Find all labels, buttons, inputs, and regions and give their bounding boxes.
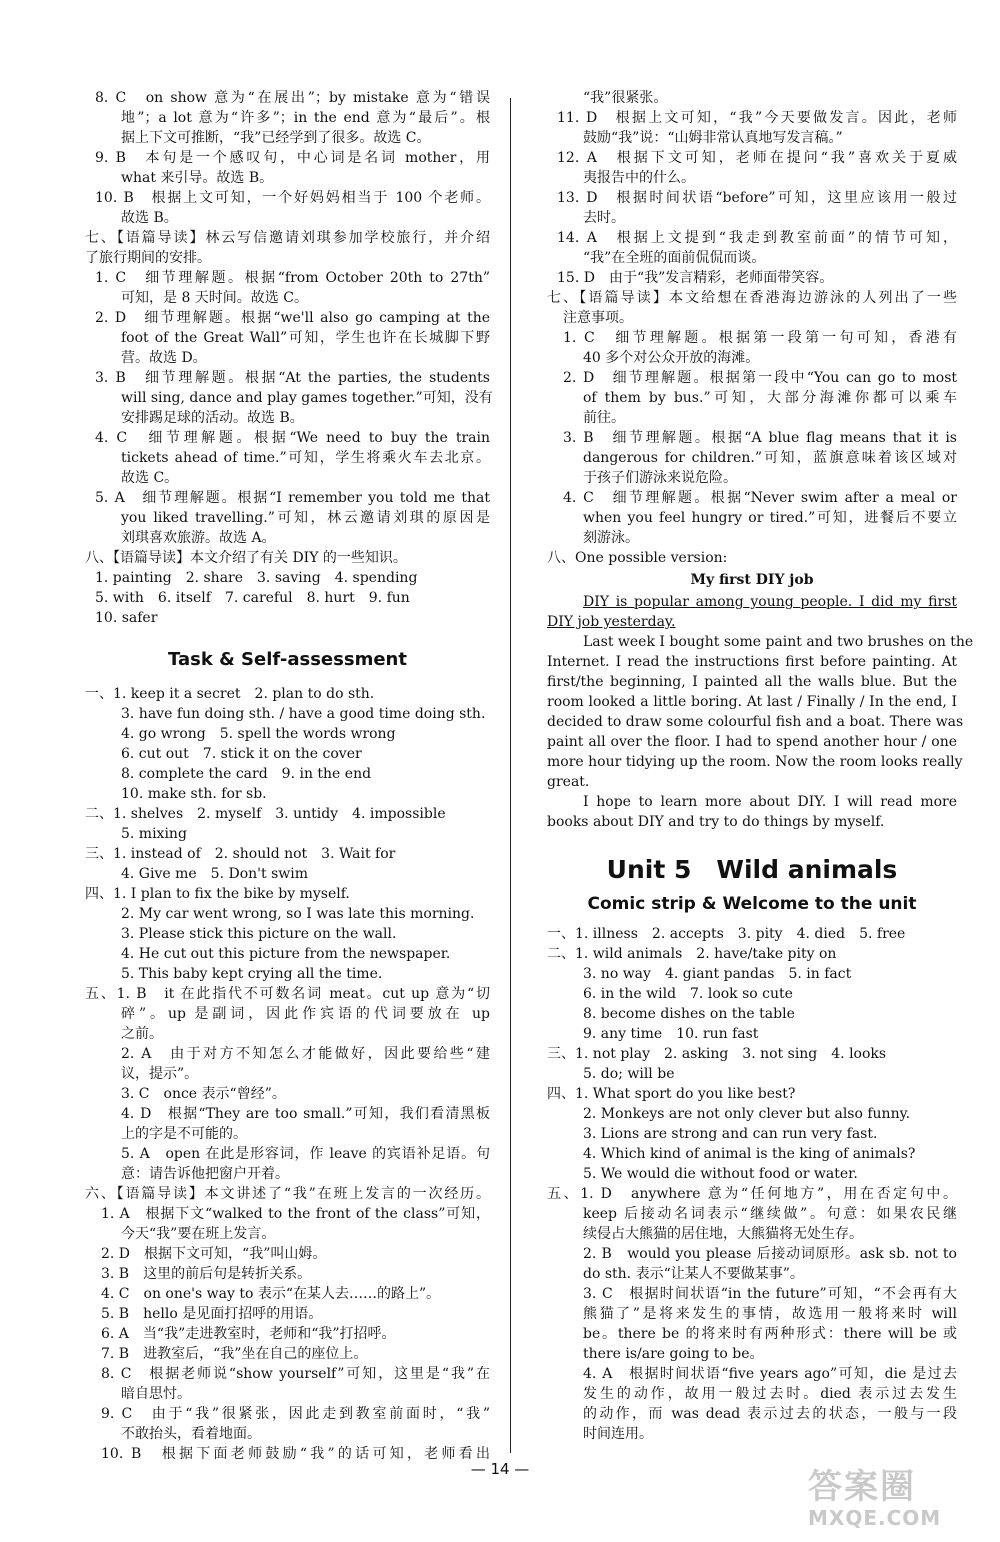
text-line: 五、1. D anywhere 意为“任何地方”，用在否定句中。 [547, 1186, 957, 1202]
text-line: 刘琪喜欢旅游。故选 A。 [121, 530, 276, 546]
text-line: 12. A 根据下文可知，老师在提问“我”喜欢关于夏威 [557, 150, 957, 166]
text-line: 2. D 根据下文可知，“我”叫山姆。 [101, 1246, 327, 1262]
text-line: paint all over the floor. I had to spend another hour / one [547, 734, 957, 750]
text-line: 4. C on one's way to 表示“在某人去……的路上”。 [101, 1286, 441, 1302]
text-line: 1. painting 2. share 3. saving 4. spending [95, 570, 418, 586]
text-line: 2. My car went wrong, so I was late this morning. [121, 906, 475, 922]
text-line: 3. B 细节理解题。根据“At the parties, the students [95, 370, 490, 386]
text-line: 不敢抬头，看着地面。 [121, 1426, 261, 1442]
text-line: 4. go wrong 5. spell the words wrong [121, 726, 396, 742]
text-line: 10. safer [95, 610, 158, 626]
text-line: 鼓励“我”说：“山姆非常认真地写发言稿。” [583, 130, 843, 146]
text-line: 一、1. keep it a secret 2. plan to do sth. [85, 686, 375, 702]
section-heading: Unit 5 Wild animals [606, 855, 898, 884]
text-line: 10. B 根据上文可知，一个好妈妈相当于 100 个老师。 [95, 190, 490, 206]
text-line: 故选 C。 [121, 470, 179, 486]
text-line: what 来引导。故选 B。 [121, 170, 274, 186]
text-line: 的动作，而 was dead 表示过去的状态，一般与一段 [583, 1406, 957, 1422]
text-line: keep 后接动名词表示“继续做”。句意：如果农民继 [583, 1206, 957, 1222]
text-line: 5. do; will be [583, 1066, 675, 1082]
text-line: 熊猫了”是将来发生的事情，故选用一般将来时 will [583, 1306, 957, 1322]
text-line: 八、【语篇导读】本文介绍了有关 DIY 的一些知识。 [85, 550, 407, 566]
text-line: 40 多个对公众开放的海滩。 [583, 350, 760, 366]
text-line: 13. D 根据时间状语“before”可知，这里应该用一般过 [557, 190, 957, 206]
text-line: 七、【语篇导读】本文给想在香港海边游泳的人列出了一些 [547, 290, 957, 306]
text-line: 2. B would you please 后接动词原形。ask sb. not to [583, 1246, 957, 1262]
text-line: 4. Give me 5. Don't swim [121, 866, 308, 882]
text-line: more hour tidying up the room. Now the room looks really [547, 754, 963, 770]
text-line: 安排踢足球的活动。故选 B。 [121, 410, 304, 426]
text-line: 之前。 [121, 1026, 163, 1042]
text-line: 5. A 细节理解题。根据“I remember you told me that [95, 490, 490, 506]
section-heading: Comic strip & Welcome to the unit [587, 894, 917, 914]
text-line: you liked travelling.”可知，林云邀请刘琪的原因是 [121, 510, 490, 526]
text-line: 一、1. illness 2. accepts 3. pity 4. died 5. free [547, 926, 906, 942]
text-line: 6. A 当“我”走进教室时，老师和“我”打招呼。 [101, 1326, 396, 1342]
text-line: 8. become dishes on the table [583, 1006, 795, 1022]
text-line: 3. B 细节理解题。根据“A blue flag means that it is [563, 430, 957, 446]
text-line: 1. C 细节理解题。根据第一段第一句可知，香港有 [563, 330, 957, 346]
text-line: 11. D 根据上文可知，“我”今天要做发言。因此，老师 [557, 110, 957, 126]
text-line: “我”很紧张。 [583, 90, 668, 106]
text-line: DIY is popular among young people. I did my first [583, 594, 957, 610]
text-line: foot of the Great Wall”可知，学生也许在长城脚下野 [121, 330, 490, 346]
text-line: 4. Which kind of animal is the king of animals? [583, 1146, 916, 1162]
text-line: 4. D 根据“They are too small.”可知，我们看清黑板 [121, 1106, 490, 1122]
text-line: 3. Lions are strong and can run very fast. [583, 1126, 878, 1142]
text-line: 1. A 根据下文“walked to the front of the class”可知， [101, 1206, 490, 1222]
text-line: 去时。 [583, 210, 625, 226]
text-line: 9. any time 10. run fast [583, 1026, 759, 1042]
text-line: 7. B 进教室后，“我”坐在自己的座位上。 [101, 1346, 368, 1362]
text-line: books about DIY and try to do things by myself. [547, 814, 885, 830]
text-line: 地”；a lot 意为“许多”；in the end 意为“最后”。根 [121, 110, 490, 126]
text-line: 4. A 根据时间状语“five years ago”可知，die 是过去 [583, 1366, 957, 1382]
watermark-logo: 答案圈 [808, 1467, 916, 1507]
text-line: 故选 B。 [121, 210, 178, 226]
column-divider [510, 98, 511, 1453]
text-line: 2. D 细节理解题。根据第一段中“You can go to most [563, 370, 957, 386]
text-line: 发生的动作，故用一般过去时。died 表示过去发生 [583, 1386, 957, 1402]
text-line: 3. Please stick this picture on the wall. [121, 926, 397, 942]
text-line: be。there be 的将来时有两种形式：there will be 或 [583, 1326, 957, 1342]
text-line: 9. C 由于“我”很紧张，因此走到教室前面时，“我” [101, 1406, 490, 1422]
text-line: decided to draw some colourful fish and a boat. There was [547, 714, 964, 730]
text-line: 6. cut out 7. stick it on the cover [121, 746, 362, 762]
text-line: 今天“我”要在班上发言。 [121, 1226, 276, 1242]
text-line: of them by bus.”可知，大部分海滩你都可以乘车 [583, 390, 957, 406]
text-line: 于孩子们游泳来说危险。 [583, 470, 737, 486]
text-line: 营。故选 D。 [121, 350, 207, 366]
text-line: do sth. 表示“让某人不要做某事”。 [583, 1266, 804, 1282]
text-line: 3. C once 表示“曾经”。 [121, 1086, 286, 1102]
text-line: 3. no way 4. giant pandas 5. in fact [583, 966, 852, 982]
text-line: 3. B 这里的前后句是转折关系。 [101, 1266, 312, 1282]
text-line: 9. B 本句是一个感叹句，中心词是名词 mother，用 [95, 150, 490, 166]
text-line: 8. complete the card 9. in the end [121, 766, 372, 782]
text-line: 5. with 6. itself 7. careful 8. hurt 9. fun [95, 590, 410, 606]
text-line: will sing, dance and play games together.”可知，没有 [121, 390, 493, 406]
text-line: 可知，是 8 天时间。故选 C。 [121, 290, 308, 306]
text-line: 碎”。up 是副词，因此作宾语的代词要放在 up [121, 1006, 490, 1022]
text-line: first/the beginning, I painted all the walls blue. But the [547, 674, 957, 690]
text-line: I hope to learn more about DIY. I will read more [583, 794, 957, 810]
text-line: 时间连用。 [583, 1426, 653, 1442]
watermark-url: MXQE.COM [808, 1506, 942, 1530]
text-line: 5. B hello 是见面打招呼的用语。 [101, 1306, 323, 1322]
text-line: 议，提示”。 [121, 1066, 199, 1082]
text-line: tickets ahead of time.”可知，学生将乘火车去北京。 [121, 450, 490, 466]
text-line: 二、1. wild animals 2. have/take pity on [547, 946, 837, 962]
text-line: 据上下文可推断，“我”已经学到了很多。故选 C。 [121, 130, 431, 146]
text-line: 6. in the wild 7. look so cute [583, 986, 793, 1002]
text-line: 3. C 根据时间状语“in the future”可知，“不会再有大 [583, 1286, 957, 1302]
text-line: 夷报告中的什么。 [583, 170, 695, 186]
text-line: 暗自思忖。 [121, 1386, 191, 1402]
text-line: 15. D 由于“我”发言精彩，老师面带笑容。 [557, 270, 834, 286]
right-column [547, 88, 974, 1444]
text-line: 四、1. What sport do you like best? [547, 1086, 796, 1102]
text-line: Last week I bought some paint and two brushes on the [583, 634, 974, 650]
text-line: when you feel hungry or tired.”可知，进餐后不要立 [583, 510, 957, 526]
text-line: 五、1. B it 在此指代不可数名词 meat。cut up 意为“切 [85, 986, 490, 1002]
text-line: room looked a little boring. At last / Finally / In the end, I [547, 694, 957, 710]
text-line: 5. mixing [121, 826, 187, 842]
text-line: 10. make sth. for sb. [121, 786, 267, 802]
text-line: 4. He cut out this picture from the newspaper. [121, 946, 451, 962]
text-line: 8. C on show 意为“在展出”；by mistake 意为“错误 [95, 90, 490, 106]
text-line: great. [547, 774, 590, 790]
page-number: — 14 — [470, 1460, 530, 1478]
text-line: 2. A 由于对方不知怎么才能做好，因此要给些“建 [121, 1046, 490, 1062]
text-line: 注意事项。 [563, 310, 633, 326]
text-line: dangerous for children.”可知，蓝旗意味着该区域对 [583, 450, 957, 466]
text-line: “我”在全班的面前侃侃而谈。 [583, 250, 766, 266]
text-line: 了旅行期间的安排。 [85, 250, 211, 266]
text-line: 5. We would die without food or water. [583, 1166, 858, 1182]
text-line: 三、1. not play 2. asking 3. not sing 4. looks [547, 1046, 887, 1062]
text-line: 七、【语篇导读】林云写信邀请刘琪参加学校旅行，并介绍 [85, 230, 490, 246]
section-heading: Task & Self-assessment [168, 649, 407, 670]
text-line: 前往。 [583, 410, 625, 426]
left-column [85, 88, 493, 1464]
text-line: 三、1. instead of 2. should not 3. Wait for [85, 846, 396, 862]
text-line: 上的字是不可能的。 [121, 1126, 247, 1142]
text-line: 3. have fun doing sth. / have a good time doing sth. [121, 706, 486, 722]
text-line: 8. C 根据老师说“show yourself”可知，这里是“我”在 [101, 1366, 490, 1382]
text-line: Internet. I read the instructions first before painting. At [547, 654, 957, 670]
text-line: there is/are going to be。 [583, 1346, 764, 1362]
text-line: 2. D 细节理解题。根据“we'll also go camping at the [95, 310, 490, 326]
text-line: 2. Monkeys are not only clever but also funny. [583, 1106, 911, 1122]
text-line: 四、1. I plan to fix the bike by myself. [85, 886, 350, 902]
text-line: My first DIY job [690, 572, 814, 588]
text-line: 4. C 细节理解题。根据“Never swim after a meal or [563, 490, 957, 506]
watermark [808, 1468, 988, 1534]
text-line: 1. C 细节理解题。根据“from October 20th to 27th” [95, 270, 490, 286]
text-line: DIY job yesterday. [547, 614, 676, 630]
text-line: 5. This baby kept crying all the time. [121, 966, 383, 982]
text-line: 10. B 根据下面老师鼓励“我”的话可知，老师看出 [101, 1446, 490, 1462]
text-line: 二、1. shelves 2. myself 3. untidy 4. impossible [85, 806, 446, 822]
text-line: 5. A open 在此是形容词，作 leave 的宾语补足语。句 [121, 1146, 490, 1162]
text-line: 14. A 根据上文提到“我走到教室前面”的情节可知， [557, 230, 957, 246]
text-line: 续侵占大熊猫的居住地，大熊猫将无处生存。 [583, 1226, 863, 1242]
text-line: 4. C 细节理解题。根据“We need to buy the train [95, 430, 490, 446]
text-line: 八、One possible version: [547, 550, 728, 566]
text-line: 六、【语篇导读】本文讲述了“我”在班上发言的一次经历。 [85, 1186, 490, 1202]
text-line: 刻游泳。 [583, 530, 639, 546]
text-line: 意：请告诉他把窗户开着。 [121, 1166, 289, 1182]
